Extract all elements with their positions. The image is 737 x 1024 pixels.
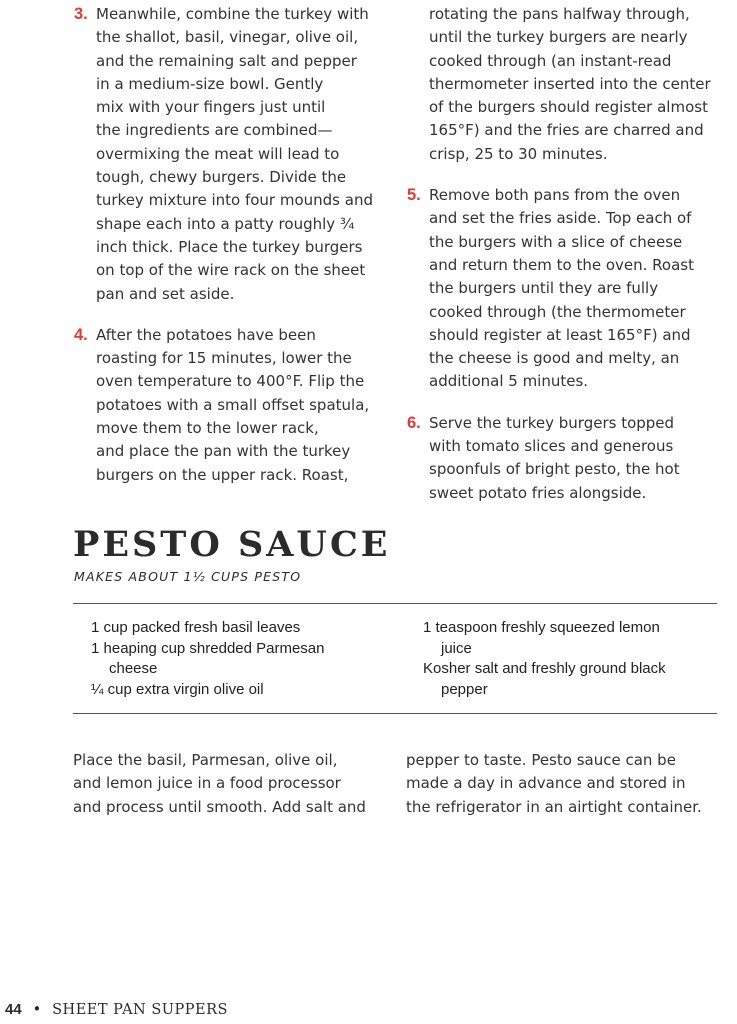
step-line: crisp, 25 to 30 minutes. (429, 144, 608, 163)
step-line: oven temperature to 400°F. Flip the (96, 372, 365, 391)
step-line: additional 5 minutes. (429, 372, 589, 391)
step-text (96, 3, 394, 306)
step-number: 5. (407, 186, 421, 205)
step-line: and return them to the oven. Roast (429, 255, 694, 274)
step-number: 4. (74, 325, 88, 344)
bullet-separator: • (32, 1000, 42, 1018)
step-line: overmixing the meat will lead to (96, 144, 340, 163)
step-line: the shallot, basil, vinegar, olive oil, (96, 28, 359, 47)
step-line: cooked through (the thermometer (429, 302, 686, 321)
step-line: burgers on the upper rack. Roast, (96, 465, 349, 484)
step-line: the cheese is good and melty, an (429, 349, 680, 368)
step-line: the burgers with a slice of cheese (429, 232, 683, 251)
step-line: roasting for 15 minutes, lower the (96, 349, 352, 368)
step-number: 6. (407, 413, 421, 432)
step-line: After the potatoes have been (96, 325, 316, 344)
ingredients-right (423, 618, 666, 700)
method-line: and lemon juice in a food processor (73, 774, 341, 793)
step-5 (407, 184, 732, 394)
divider-bottom (73, 713, 717, 714)
step-line: thermometer inserted into the center (429, 74, 711, 93)
step-4-continued (407, 3, 732, 166)
method-right (406, 749, 702, 819)
left-column (74, 3, 394, 487)
ingredient: pepper (441, 680, 488, 698)
method-line: and process until smooth. Add salt and (73, 797, 366, 816)
ingredient: Kosher salt and freshly ground black (423, 660, 666, 677)
step-line: tough, chewy burgers. Divide the (96, 168, 347, 187)
step-line: 165°F) and the fries are charred and (429, 121, 704, 140)
step-line: mix with your fingers just until (96, 98, 326, 117)
step-line: potatoes with a small offset spatula, (96, 395, 370, 414)
ingredient: juice (441, 639, 472, 657)
book-title: SHEET PAN SUPPERS (52, 1002, 228, 1018)
right-column (407, 3, 732, 505)
method-line: pepper to taste. Pesto sauce can be (406, 751, 676, 769)
ingredients-left (91, 618, 325, 700)
step-line: with tomato slices and generous (429, 437, 674, 456)
step-line: shape each into a patty roughly ¾ (96, 214, 355, 233)
step-line: until the turkey burgers are nearly (429, 28, 688, 47)
method-line: the refrigerator in an airtight container. (406, 797, 702, 816)
step-text (429, 184, 732, 394)
step-line: pan and set aside. (96, 284, 235, 303)
divider-top (73, 603, 717, 604)
page-number: 44 (5, 1001, 22, 1018)
step-text (429, 412, 732, 505)
step-line: of the burgers should register almost (429, 98, 708, 117)
step-line: sweet potato fries alongside. (429, 483, 647, 502)
step-3 (74, 3, 394, 306)
page-footer (5, 1000, 228, 1018)
step-line: the ingredients are combined— (96, 121, 333, 140)
step-line: Meanwhile, combine the turkey with (96, 5, 369, 23)
step-line: move them to the lower rack, (96, 419, 319, 438)
step-line: the burgers until they are fully (429, 279, 659, 298)
step-4 (74, 324, 394, 487)
step-line: and place the pan with the turkey (96, 442, 351, 461)
step-number: 3. (74, 5, 88, 23)
step-6 (407, 412, 732, 505)
step-line: and the remaining salt and pepper (96, 51, 357, 70)
step-line: in a medium-size bowl. Gently (96, 74, 324, 93)
step-line: rotating the pans halfway through, (429, 5, 690, 23)
recipe-title: PESTO SAUCE (73, 524, 391, 565)
step-line: Serve the turkey burgers topped (429, 413, 675, 432)
step-line: on top of the wire rack on the sheet (96, 261, 366, 280)
step-line: Remove both pans from the oven (429, 186, 681, 205)
step-line: spoonfuls of bright pesto, the hot (429, 460, 680, 479)
ingredient: cheese (109, 660, 158, 677)
step-line: cooked through (an instant-read (429, 51, 672, 70)
step-line: and set the fries aside. Top each of (429, 209, 692, 228)
ingredient: 1 heaping cup shredded Parmesan (91, 639, 325, 657)
step-line: should register at least 165°F) and (429, 325, 691, 344)
ingredient: 1 cup packed fresh basil leaves (91, 619, 301, 636)
ingredient: 1 teaspoon freshly squeezed lemon (423, 619, 660, 636)
step-line: inch thick. Place the turkey burgers (96, 237, 363, 256)
ingredient: ¼ cup extra virgin olive oil (91, 680, 264, 698)
method-line: Place the basil, Parmesan, olive oil, (73, 751, 338, 769)
step-text (96, 324, 394, 487)
method-left (73, 749, 366, 819)
step-line: turkey mixture into four mounds and (96, 191, 373, 210)
method-line: made a day in advance and stored in (406, 774, 686, 793)
recipe-yield: MAKES ABOUT 1½ CUPS PESTO (74, 569, 302, 584)
